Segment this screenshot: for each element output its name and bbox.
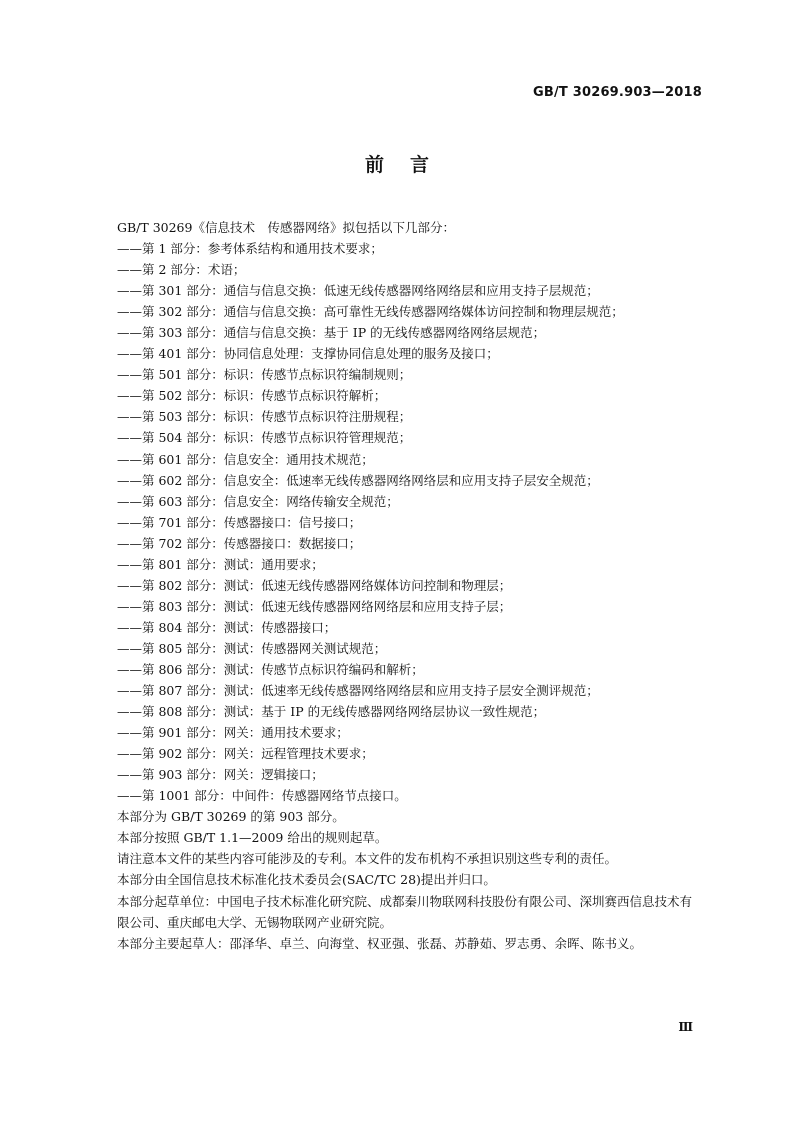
part-list-item: ——第 701 部分：传感器接口：信号接口； (117, 514, 362, 530)
part-list-item: ——第 807 部分：测试：低速率无线传感器网络网络层和应用支持子层安全测评规范； (117, 683, 599, 699)
part-list-item: ——第 302 部分：通信与信息交换：高可靠性无线传感器网络媒体访问控制和物理层规范； (117, 304, 624, 320)
part-list-item: ——第 401 部分：协同信息处理：支撑协同信息处理的服务及接口； (117, 346, 499, 362)
part-list-item: ——第 901 部分：网关：通用技术要求； (117, 725, 349, 741)
standard-number: GB/T 30269.903—2018 (532, 85, 702, 100)
foreword-body (92, 217, 704, 954)
part-list-item: ——第 501 部分：标识：传感节点标识符编制规则； (117, 367, 412, 383)
part-list-item: ——第 502 部分：标识：传感节点标识符解析； (117, 388, 387, 404)
part-list-item: ——第 801 部分：测试：通用要求； (117, 556, 324, 572)
part-list-item: ——第 903 部分：网关：逻辑接口； (117, 767, 324, 783)
statement-paragraph: 本部分为 GB/T 30269 的第 903 部分。 (117, 809, 345, 825)
part-list-item: ——第 504 部分：标识：传感节点标识符管理规范； (117, 430, 412, 446)
intro-line: GB/T 30269《信息技术 传感器网络》拟包括以下几部分： (117, 220, 455, 235)
part-list-item: ——第 602 部分：信息安全：低速率无线传感器网络网络层和应用支持子层安全规范； (117, 472, 599, 488)
part-list-item: ——第 603 部分：信息安全：网络传输安全规范； (117, 493, 399, 509)
part-list-item: ——第 805 部分：测试：传感器网关测试规范； (117, 640, 387, 656)
page-title: 前言 (364, 154, 455, 176)
part-list-item: ——第 601 部分：信息安全：通用技术规范； (117, 451, 374, 467)
part-list-item: ——第 303 部分：通信与信息交换：基于 IP 的无线传感器网络网络层规范； (117, 325, 546, 341)
part-list-item: ——第 2 部分：术语； (117, 262, 246, 278)
statements-list (92, 806, 704, 953)
part-list-item: ——第 808 部分：测试：基于 IP 的无线传感器网络网络层协议一致性规范； (117, 704, 546, 720)
part-list-item: ——第 803 部分：测试：低速无线传感器网络网络层和应用支持子层； (117, 598, 512, 614)
statement-paragraph: 本部分按照 GB/T 1.1—2009 给出的规则起草。 (117, 830, 388, 846)
part-list-item: ——第 802 部分：测试：低速无线传感器网络媒体访问控制和物理层； (117, 577, 512, 593)
statement-paragraph: 请注意本文件的某些内容可能涉及的专利。本文件的发布机构不承担识别这些专利的责任。 (117, 851, 618, 867)
part-list-item: ——第 806 部分：测试：传感节点标识符编码和解析； (117, 661, 424, 677)
part-list-item: ——第 702 部分：传感器接口：数据接口； (117, 535, 362, 551)
part-list-item: ——第 301 部分：通信与信息交换：低速无线传感器网络网络层和应用支持子层规范； (117, 283, 599, 299)
statement-paragraph: 本部分起草单位：中国电子技术标准化研究院、成都秦川物联网科技股份有限公司、深圳赛西信息技术有限公司、重庆邮电大学、无锡物联网产业研究院。 (117, 893, 693, 930)
part-list-item: ——第 1001 部分：中间件：传感器网络节点接口。 (117, 788, 407, 804)
statement-paragraph: 本部分由全国信息技术标准化技术委员会(SAC/TC 28)提出并归口。 (117, 872, 496, 888)
part-list-item: ——第 503 部分：标识：传感节点标识符注册规程； (117, 409, 412, 425)
part-list-item: ——第 1 部分：参考体系结构和通用技术要求； (117, 241, 383, 257)
part-list-item: ——第 902 部分：网关：远程管理技术要求； (117, 746, 374, 762)
part-list-item: ——第 804 部分：测试：传感器接口； (117, 619, 337, 635)
page-number: Ⅲ (678, 1020, 693, 1034)
parts-list (92, 238, 704, 806)
statement-paragraph: 本部分主要起草人：邵泽华、卓兰、向海堂、权亚强、张磊、苏静茹、罗志勇、余晖、陈书义。 (117, 935, 643, 951)
